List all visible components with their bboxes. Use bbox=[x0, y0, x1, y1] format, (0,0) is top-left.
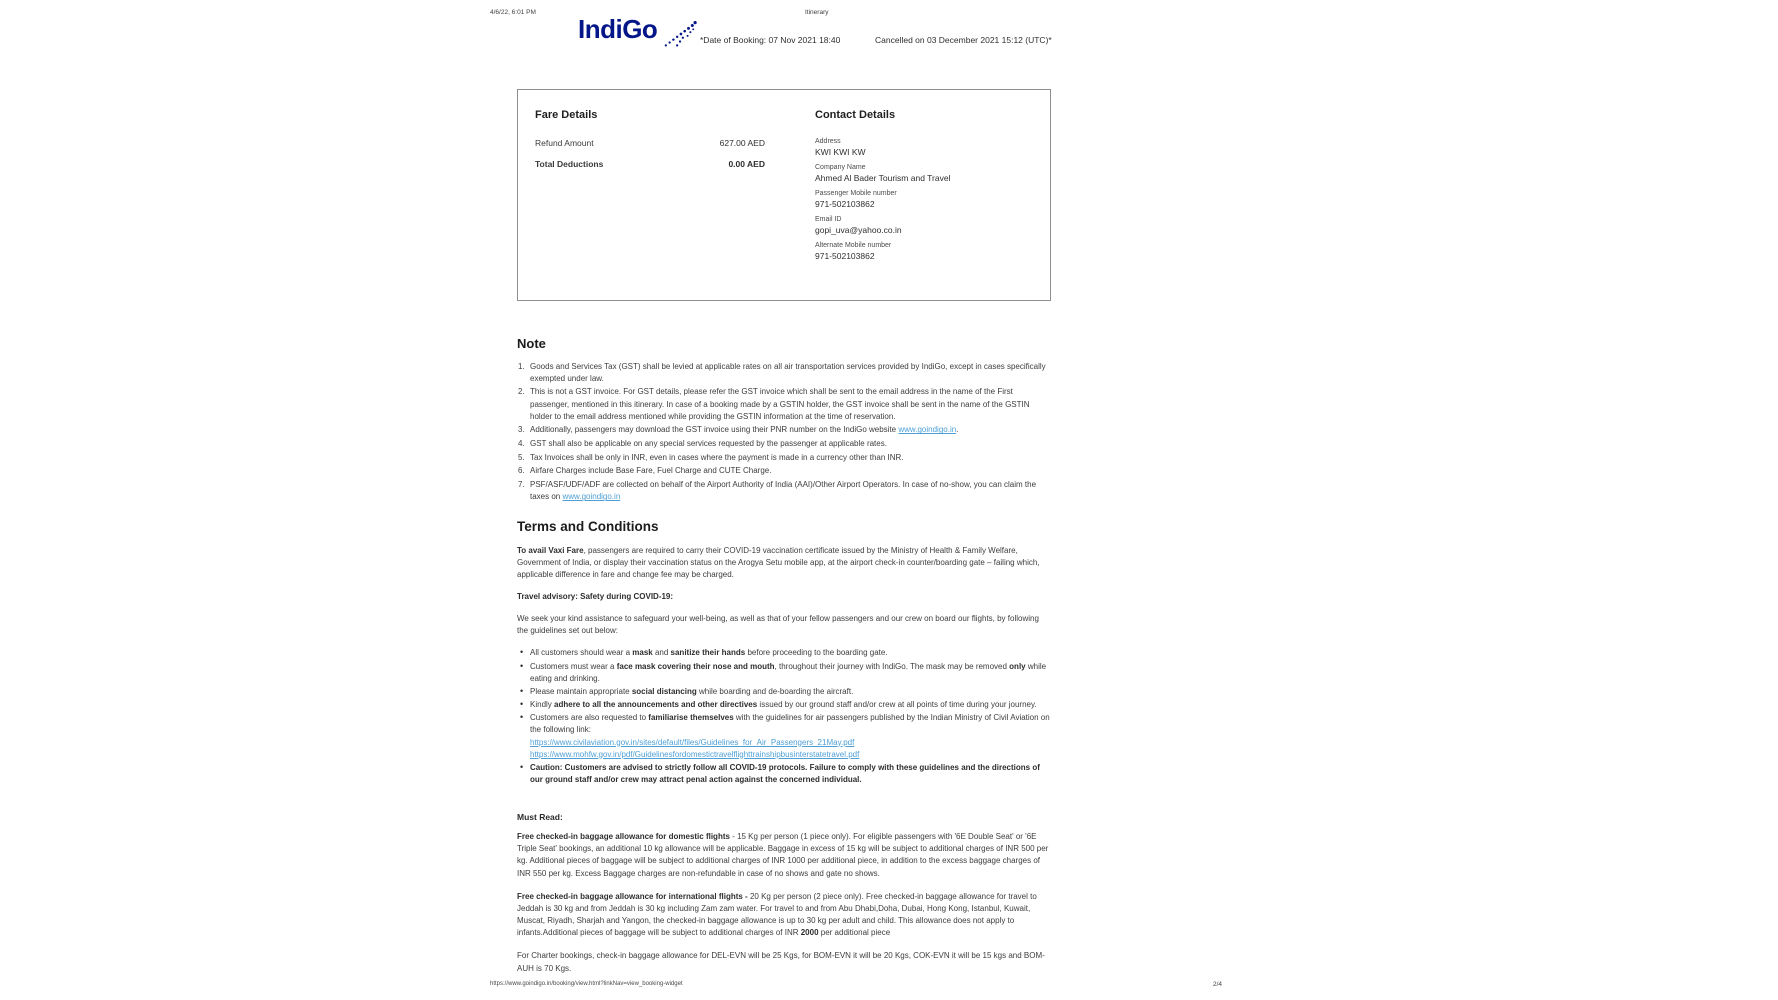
indigo-logo-text: IndiGo bbox=[578, 14, 658, 44]
company-name-label: Company Name bbox=[815, 164, 866, 171]
note-item-6: Airfare Charges include Base Fare, Fuel Charge and CUTE Charge. bbox=[530, 466, 772, 476]
contact-details-title: Contact Details bbox=[815, 109, 896, 121]
print-source-url: https://www.goindigo.in/booking/view.html?linkNav=view_booking-widget bbox=[490, 981, 683, 987]
terms-guidelines-intro: We seek your kind assistance to safeguard your well-being, as well as that of your fellow passengers and our crew on board our flights, by following the guidelines set out below: bbox=[517, 614, 1039, 636]
details-box bbox=[517, 89, 1051, 301]
total-deductions-value: 0.00 AED bbox=[728, 159, 765, 169]
guideline-mask: • All customers should wear a mask and sanitize their hands before proceeding to the boarding gate. bbox=[517, 647, 1051, 659]
print-doc-title: Itinerary bbox=[805, 9, 829, 16]
contact-details-panel bbox=[799, 90, 1049, 300]
inline-link[interactable]: https://www.civilaviation.gov.in/sites/default/files/Guidelines_for_Air_Passengers_21May.pdf bbox=[530, 737, 855, 747]
note-item-4: GST shall also be applicable on any special services requested by the passenger at applicable rates. bbox=[530, 439, 887, 449]
contact-field-email bbox=[815, 216, 1049, 235]
fare-row-total-deductions bbox=[535, 159, 765, 169]
fare-row-refund-amount bbox=[535, 138, 765, 148]
inline-link[interactable]: www.goindigo.in bbox=[898, 425, 957, 435]
guideline-caution: • Caution: Customers are advised to strictly follow all COVID-19 protocols. Failure to comply with these guidelines and the directions of our ground staff and/or crew may attract penal action against the concerned individual. bbox=[517, 762, 1051, 786]
contact-field-address bbox=[815, 138, 1049, 157]
note-item-2: This is not a GST invoice. For GST details, please refer the GST invoice which shall be sent to the email address in the name of the First passenger, mentioned in this itinerary. In case of a booking made by a GSTIN holder, the GST invoice shall be sent in the name of the GSTIN holder to the email address mentioned while providing the GSTIN information at the time of reservation. bbox=[530, 387, 1030, 421]
contact-field-passenger-mobile bbox=[815, 190, 1049, 209]
note-heading: Note bbox=[517, 336, 546, 351]
baggage-international-paragraph: Free checked-in baggage allowance for international flights - 20 Kg per person (2 piece only). Free checked-in baggage allowance for travel to Jeddah is 30 kg and from Jeddah is 30 kg including Zam zam water. For travel to and from Abu Dhabi,Doha, Dubai, Hong Kong, Istanbul, Kuwait, Muscat, Riyadh, Sharjah and Yangon, the checked-in baggage allowance is up to 30 kg per adult and child. This allowance does not apply to infants.Additional pieces of baggage will be subject to additional charges of INR 2000 per additional piece bbox=[517, 891, 1037, 938]
terms-vaxi-fare-paragraph: To avail Vaxi Fare, passengers are required to carry their COVID-19 vaccination certificate issued by the Ministry of Health & Family Welfare, Government of India, or display their vaccination status on the Arogya Setu mobile app, at the airport check-in counter/boarding gate – failing which, applicable difference in fare and change fee may be charged. bbox=[517, 545, 1040, 579]
email-id-label: Email ID bbox=[815, 216, 842, 223]
total-deductions-label: Total Deductions bbox=[535, 159, 604, 169]
address-label: Address bbox=[815, 138, 841, 145]
guideline-face-mask: • Customers must wear a face mask covering their nose and mouth, throughout their journey with IndiGo. The mask may be removed only while eating and drinking. bbox=[517, 661, 1051, 685]
contact-field-company bbox=[815, 164, 1049, 183]
terms-travel-advisory-heading: Travel advisory: Safety during COVID-19: bbox=[517, 591, 674, 601]
refund-amount-label: Refund Amount bbox=[535, 138, 594, 148]
document-body bbox=[517, 336, 1051, 986]
cancellation-status-text: Cancelled on 03 December 2021 15:12 (UTC)* bbox=[875, 35, 1052, 45]
print-page-indicator: 2/4 bbox=[1213, 981, 1223, 988]
baggage-domestic-paragraph: Free checked-in baggage allowance for domestic flights - 15 Kg per person (1 piece only). For eligible passengers with '6E Double Seat' or '6E Triple Seat' bookings, an additional 10 kg allowance will be applicable. Baggage in excess of 15 kg will be subject to additional charges of INR 500 per kg. Additional pieces of baggage will be subject to additional charges of INR 1000 per additional piece, in addition to the excess baggage charges of INR 550 per kg. Excess Baggage charges are non-refundable in case of no shows and gate no shows. bbox=[517, 832, 1049, 878]
note-list bbox=[517, 361, 1051, 504]
refund-amount-value: 627.00 AED bbox=[719, 138, 765, 148]
guideline-social-distancing: • Please maintain appropriate social distancing while boarding and de-boarding the aircraft. bbox=[517, 686, 1051, 698]
contact-field-alternate-mobile bbox=[815, 242, 1049, 261]
fare-details-panel bbox=[518, 90, 783, 300]
note-item-1: Goods and Services Tax (GST) shall be levied at applicable rates on all air transportation services provided by IndiGo, except in cases specifically exempted under law. bbox=[530, 361, 1046, 383]
covid-guidelines-list bbox=[517, 647, 1051, 786]
alternate-mobile-label: Alternate Mobile number bbox=[815, 242, 892, 249]
email-id-value: gopi_uva@yahoo.co.in bbox=[815, 225, 902, 235]
indigo-plane-icon bbox=[661, 17, 699, 51]
passenger-mobile-value: 971-502103862 bbox=[815, 199, 875, 209]
passenger-mobile-label: Passenger Mobile number bbox=[815, 190, 897, 197]
must-read-heading: Must Read: bbox=[517, 812, 563, 823]
terms-heading: Terms and Conditions bbox=[517, 519, 659, 535]
print-timestamp: 4/6/22, 6:01 PM bbox=[490, 9, 536, 16]
note-item-7: PSF/ASF/UDF/ADF are collected on behalf of the Airport Authority of India (AAI)/Other Airport Operators. In case of no-show, you can claim the taxes on www.goindigo.in bbox=[530, 480, 1037, 502]
fare-details-title: Fare Details bbox=[535, 109, 598, 121]
alternate-mobile-value: 971-502103862 bbox=[815, 251, 875, 261]
guideline-familiarise-links: • Customers are also requested to familiarise themselves with the guidelines for air passengers published by the Indian Ministry of Civil Aviation on the following link: https://www.civilaviation.gov.in/sites/default/files/Guidelines_for_Air_Passengers_21May.pdf https://www.mohfw.gov.in/pdf/Guidelinesfordomestictravelflighttrainshipbusinterstatetravel.pdf bbox=[517, 712, 1051, 761]
note-item-5: Tax Invoices shall be only in INR, even in cases where the payment is made in a currency other than INR. bbox=[530, 452, 904, 462]
inline-link[interactable]: www.goindigo.in bbox=[562, 492, 621, 502]
guideline-announcements: • Kindly adhere to all the announcements and other directives issued by our ground staff and/or crew at all points of time during your journey. bbox=[517, 699, 1051, 711]
indigo-logo bbox=[578, 15, 699, 51]
inline-link[interactable]: https://www.mohfw.gov.in/pdf/Guidelinesfordomestictravelflighttrainshipbusinterstatetravel.pdf bbox=[530, 749, 860, 759]
note-item-3: Additionally, passengers may download the GST invoice using their PNR number on the IndiGo website www.goindigo.in. bbox=[530, 425, 959, 435]
company-name-value: Ahmed Al Bader Tourism and Travel bbox=[815, 173, 951, 183]
address-value: KWI KWI KW bbox=[815, 147, 866, 157]
baggage-charter-paragraph: For Charter bookings, check-in baggage allowance for DEL-EVN will be 25 Kgs, for BOM-EVN it will be 20 Kgs, COK-EVN it will be 15 kgs and BOM-AUH is 70 Kgs. bbox=[517, 951, 1045, 973]
booking-date-text: *Date of Booking: 07 Nov 2021 18:40 bbox=[700, 35, 841, 45]
